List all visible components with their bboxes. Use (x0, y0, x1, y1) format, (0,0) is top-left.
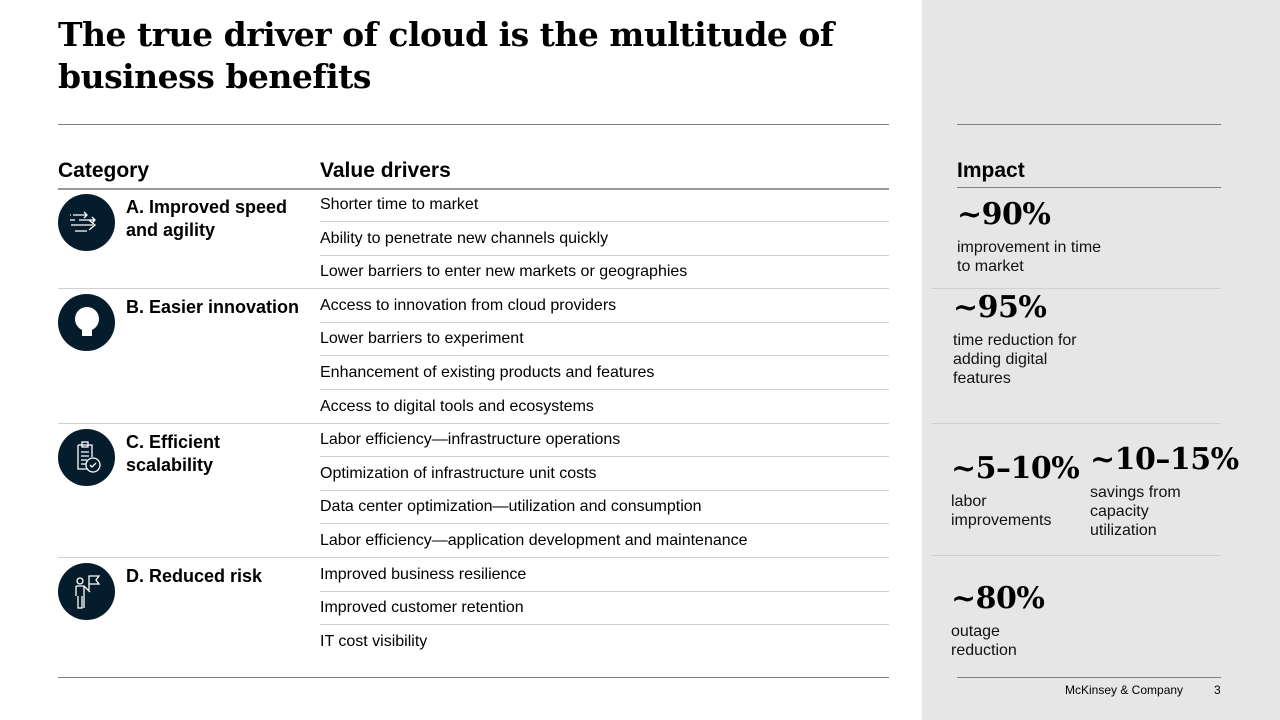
title-divider (58, 124, 889, 125)
page-number: 3 (1214, 683, 1221, 697)
footer-divider (957, 677, 1221, 678)
impact-description: outage reduction (951, 623, 1017, 659)
category-label: D. Reduced risk (126, 566, 263, 586)
impact-divider (931, 555, 1221, 556)
impact-header-divider (957, 187, 1221, 188)
category-divider (58, 288, 889, 289)
value-driver-label: Ability to penetrate new channels quickly (320, 229, 609, 247)
impact-divider (931, 288, 1221, 289)
category-label: A. Improved speed and agility (126, 197, 288, 240)
value-driver-row (320, 524, 889, 558)
impact-item (1090, 443, 1239, 540)
impact-item (951, 452, 1079, 530)
value-driver-label: Data center optimization—utilization and consumption (320, 498, 702, 516)
value-driver-row (320, 188, 889, 222)
impact-value: ~10–15% (1090, 442, 1239, 477)
value-driver-label: Labor efficiency—application development and maintenance (320, 532, 748, 549)
value-driver-label: Labor efficiency—infrastructure operations (320, 431, 621, 449)
value-driver-label: Improved customer retention (320, 599, 524, 617)
value-driver-row (320, 625, 889, 659)
impact-value: ~5–10% (951, 451, 1080, 486)
value-driver-label: Enhancement of existing products and features (320, 364, 655, 381)
speed-arrows-icon (58, 194, 115, 251)
value-driver-row (320, 591, 889, 625)
impact-top-divider (957, 124, 1221, 125)
category-label: C. Efficient scalability (126, 432, 221, 475)
impact-value: ~90% (957, 197, 1051, 232)
person-flag-icon (58, 563, 115, 620)
value-driver-label: Lower barriers to experiment (320, 330, 524, 348)
category-label: B. Easier innovation (126, 297, 300, 317)
value-driver-label: Shorter time to market (320, 196, 479, 213)
impact-description: labor improvements (951, 493, 1052, 529)
impact-description: savings from capacity utilization (1090, 484, 1181, 539)
impact-item (951, 582, 1044, 660)
value-driver-label: Improved business resilience (320, 565, 527, 583)
impact-value: ~80% (951, 581, 1045, 616)
value-driver-row (320, 255, 889, 289)
value-driver-row (320, 558, 889, 592)
lightbulb-icon (58, 294, 115, 351)
clipboard-check-icon (58, 429, 115, 486)
impact-item (957, 198, 1107, 276)
value-driver-row (320, 322, 889, 356)
value-driver-row (320, 457, 889, 491)
impact-item (953, 291, 1083, 388)
value-driver-row (320, 423, 889, 457)
impact-value: ~95% (953, 290, 1047, 325)
value-driver-label: IT cost visibility (320, 632, 428, 650)
value-drivers-header: Value drivers (320, 159, 451, 182)
value-driver-label: Lower barriers to enter new markets or geographies (320, 263, 688, 281)
page-title: The true driver of cloud is the multitude of business benefits (58, 15, 834, 96)
impact-description: time reduction for adding digital features (953, 332, 1077, 387)
table-bottom-divider (58, 677, 889, 678)
value-driver-row (320, 289, 889, 323)
value-driver-label: Access to innovation from cloud providers (320, 296, 617, 314)
category-divider (58, 557, 889, 558)
footer-company: McKinsey & Company (1065, 683, 1184, 697)
value-driver-row (320, 390, 889, 424)
category-divider (58, 423, 889, 424)
impact-header: Impact (957, 159, 1025, 182)
value-driver-row (320, 490, 889, 524)
value-driver-label: Access to digital tools and ecosystems (320, 397, 594, 415)
value-driver-label: Optimization of infrastructure unit costs (320, 464, 597, 482)
value-driver-row (320, 222, 889, 256)
impact-description: improvement in time to market (957, 239, 1102, 275)
category-header: Category (58, 159, 150, 182)
impact-divider (931, 423, 1221, 424)
value-driver-row (320, 356, 889, 390)
